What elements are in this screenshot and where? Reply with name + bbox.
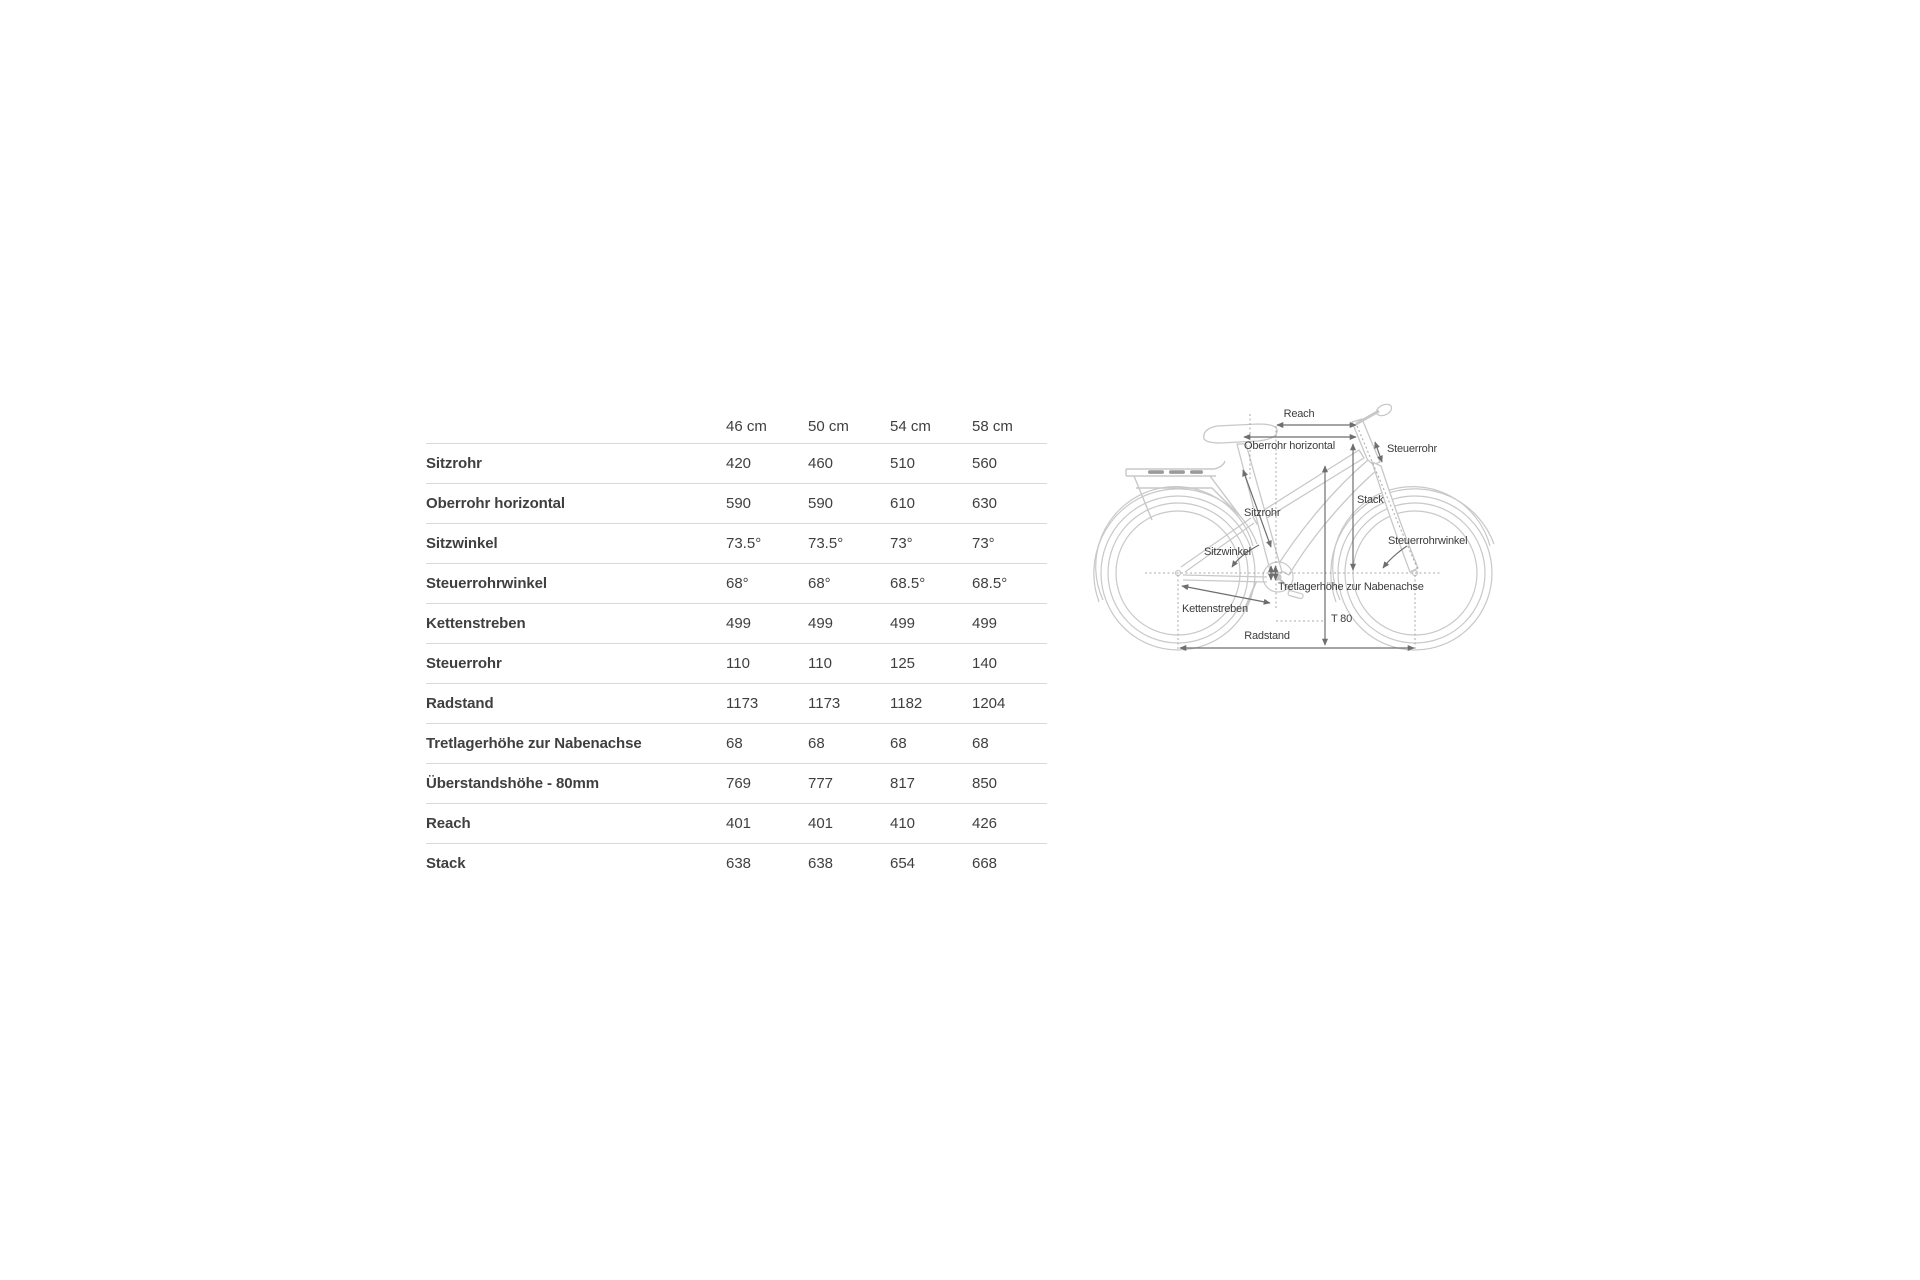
cell-value: 499	[972, 614, 998, 632]
cell-value: 638	[726, 854, 752, 872]
cell-value: 668	[972, 854, 998, 872]
column-header: 54 cm	[890, 417, 931, 435]
cell-value: 73.5°	[726, 534, 762, 552]
cell-value: 420	[726, 454, 752, 472]
cell-value: 401	[726, 814, 752, 832]
row-label: Steuerrohr	[426, 654, 502, 672]
cell-value: 68°	[726, 574, 749, 592]
cell-value: 110	[726, 654, 750, 672]
rack-slats	[1148, 470, 1203, 474]
cell-value: 499	[890, 614, 916, 632]
cell-value: 1173	[726, 694, 759, 712]
cell-value: 401	[808, 814, 834, 832]
label-sitzwinkel: Sitzwinkel	[1204, 546, 1251, 558]
row-label: Sitzrohr	[426, 454, 482, 472]
table-row	[426, 763, 1047, 803]
cell-value: 560	[972, 454, 998, 472]
row-label: Reach	[426, 814, 471, 832]
row-label: Steuerrohrwinkel	[426, 574, 547, 592]
row-label: Überstandshöhe - 80mm	[426, 774, 599, 792]
row-label: Kettenstreben	[426, 614, 526, 632]
cell-value: 638	[808, 854, 834, 872]
table-row	[426, 683, 1047, 723]
table-row	[426, 523, 1047, 563]
cell-value: 510	[890, 454, 916, 472]
cell-value: 410	[890, 814, 916, 832]
cell-value: 610	[890, 494, 916, 512]
label-reach: Reach	[1283, 408, 1315, 420]
cell-value: 850	[972, 774, 998, 792]
corner-cell	[426, 410, 726, 443]
cell-value: 499	[808, 614, 834, 632]
table-row	[426, 843, 1047, 883]
label-steuerrohr: Steuerrohr	[1387, 443, 1437, 455]
cell-value: 73°	[972, 534, 995, 552]
label-tretlagerhoehe: Tretlagerhöhe zur Nabenachse	[1278, 581, 1424, 593]
table-row	[426, 483, 1047, 523]
label-kettenstreben: Kettenstreben	[1182, 603, 1248, 615]
label-steuerrohrwinkel: Steuerrohrwinkel	[1388, 535, 1468, 547]
cell-value: 817	[890, 774, 916, 792]
cell-value: 1204	[972, 694, 1006, 712]
cell-value: 68°	[808, 574, 831, 592]
cell-value: 68	[808, 734, 825, 752]
cell-value: 654	[890, 854, 916, 872]
label-stack: Stack	[1357, 494, 1384, 506]
table-row	[426, 803, 1047, 843]
table-row	[426, 603, 1047, 643]
label-radstand: Radstand	[1244, 630, 1290, 642]
cell-value: 73.5°	[808, 534, 844, 552]
cell-value: 68.5°	[890, 574, 926, 592]
geometry-spec-table	[426, 410, 1047, 883]
row-label: Radstand	[426, 694, 494, 712]
row-label: Oberrohr horizontal	[426, 494, 565, 512]
cell-value: 68	[890, 734, 907, 752]
bike-illustration	[1090, 398, 1500, 663]
cell-value: 777	[808, 774, 834, 792]
cell-value: 499	[726, 614, 752, 632]
cell-value: 140	[972, 654, 998, 672]
cell-value: 769	[726, 774, 752, 792]
label-t80: T 80	[1331, 613, 1353, 625]
cell-value: 1182	[890, 694, 923, 712]
bike-geometry-diagram	[1090, 398, 1500, 663]
column-header: 50 cm	[808, 417, 849, 435]
column-header: 46 cm	[726, 417, 767, 435]
geometry-table	[426, 410, 1047, 883]
cell-value: 68	[972, 734, 989, 752]
label-sitzrohr: Sitzrohr	[1244, 507, 1281, 519]
table-row	[426, 563, 1047, 603]
cell-value: 426	[972, 814, 998, 832]
table-row	[426, 643, 1047, 683]
cell-value: 73°	[890, 534, 913, 552]
column-header: 58 cm	[972, 417, 1013, 435]
label-oberrohr: Oberrohr horizontal	[1244, 440, 1335, 452]
table-row	[426, 723, 1047, 763]
cell-value: 110	[808, 654, 832, 672]
cell-value: 630	[972, 494, 998, 512]
cell-value: 68.5°	[972, 574, 1008, 592]
row-label: Tretlagerhöhe zur Nabenachse	[426, 734, 642, 752]
table-row	[426, 443, 1047, 483]
row-label: Sitzwinkel	[426, 534, 498, 552]
cell-value: 460	[808, 454, 834, 472]
cell-value: 68	[726, 734, 743, 752]
kettenstreben-arrow	[1182, 586, 1270, 603]
cell-value: 590	[726, 494, 752, 512]
cell-value: 590	[808, 494, 834, 512]
table-header-row	[426, 410, 1047, 443]
cell-value: 1173	[808, 694, 841, 712]
cell-value: 125	[890, 654, 916, 672]
row-label: Stack	[426, 854, 466, 872]
